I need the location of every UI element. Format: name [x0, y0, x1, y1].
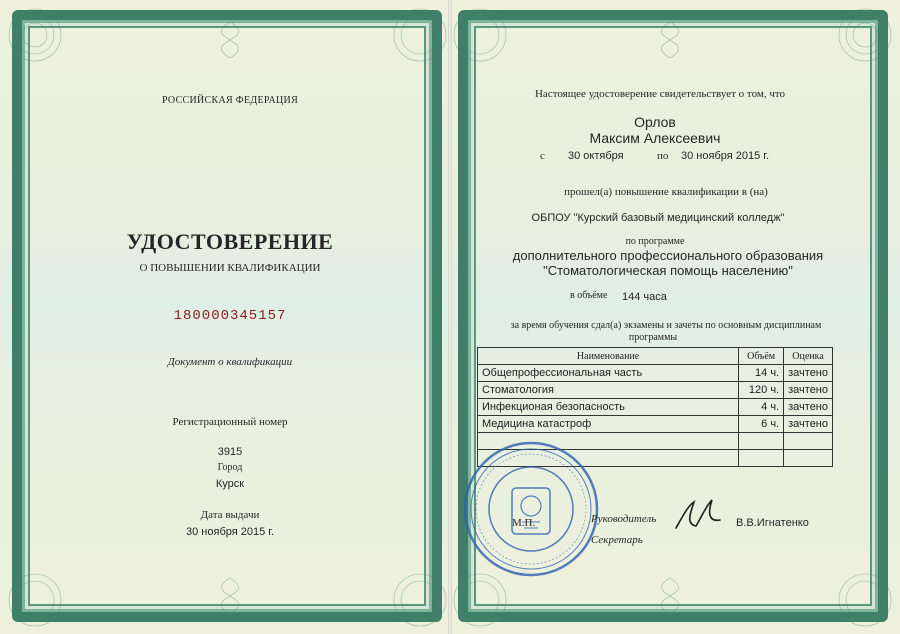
recipient-name: Максим Алексеевич	[589, 130, 721, 146]
city-value: Курск	[215, 478, 245, 490]
period-from-prefix: с	[540, 150, 545, 162]
program-label: по программе	[625, 236, 685, 247]
director-signature-icon	[672, 496, 724, 536]
registration-number: 3915	[217, 446, 243, 458]
table-row	[478, 365, 833, 382]
exams-text-line-1: за время обучения сдал(а) экзамены и зачеты по основным дисциплинам	[510, 320, 822, 331]
subject-volume: 120 ч.	[739, 382, 784, 399]
registration-label: Регистрационный номер	[172, 416, 288, 428]
table-row	[478, 416, 833, 433]
program-line-1: дополнительного профессионального образования	[512, 248, 824, 263]
subject-volume: 6 ч.	[739, 416, 784, 433]
subject-name: Инфекционая безопасность	[478, 399, 739, 416]
header-volume: Объём	[739, 348, 784, 365]
subject-grade: зачтено	[784, 365, 833, 382]
intro-text: Настоящее удостоверение свидетельствует о том, что	[534, 88, 786, 100]
institution-name: ОБПОУ "Курский базовый медицинский колледж"	[531, 212, 785, 224]
subject-volume: 14 ч.	[739, 365, 784, 382]
table-header-row	[478, 348, 833, 365]
program-line-2: "Стоматологическая помощь населению"	[543, 263, 793, 278]
header-name: Наименование	[478, 348, 739, 365]
recipient-surname: Орлов	[634, 114, 676, 130]
document-type: Документ о квалификации	[167, 356, 293, 368]
subject-volume	[739, 433, 784, 450]
table-row	[478, 399, 833, 416]
volume-value: 144 часа	[622, 291, 667, 303]
passed-training-text: прошел(а) повышение квалификации в (на)	[564, 186, 768, 198]
seal-place-label: М.П.	[512, 517, 536, 529]
period-to-prefix: по	[657, 150, 669, 162]
subject-name: Общепрофессиональная часть	[478, 365, 739, 382]
period-from-date: 30 октября	[568, 150, 624, 162]
certificate-title: УДОСТОВЕРЕНИЕ	[126, 229, 334, 254]
table-row	[478, 382, 833, 399]
subject-grade	[784, 450, 833, 467]
header-grade: Оценка	[784, 348, 833, 365]
secretary-label: Секретарь	[591, 534, 643, 546]
subject-grade: зачтено	[784, 399, 833, 416]
subject-volume: 4 ч.	[739, 399, 784, 416]
subject-grade: зачтено	[784, 416, 833, 433]
subject-volume	[739, 450, 784, 467]
director-label: Руководитель	[591, 513, 657, 525]
certificate-subtitle: О ПОВЫШЕНИИ КВАЛИФИКАЦИИ	[139, 262, 321, 274]
subject-grade: зачтено	[784, 382, 833, 399]
subject-name: Медицина катастроф	[478, 416, 739, 433]
country-label: РОССИЙСКАЯ ФЕДЕРАЦИЯ	[161, 95, 299, 106]
subject-grade	[784, 433, 833, 450]
issue-date-value: 30 ноября 2015 г.	[186, 526, 274, 538]
exams-text-line-2: программы	[628, 332, 678, 343]
volume-label: в объёме	[570, 290, 608, 301]
director-name: В.В.Игнатенко	[736, 517, 809, 529]
official-seal-icon	[462, 440, 600, 578]
period-to-date: 30 ноября 2015 г.	[681, 150, 769, 162]
issue-date-label: Дата выдачи	[200, 509, 260, 521]
page-fold	[448, 0, 452, 634]
city-label: Город	[217, 462, 243, 473]
serial-number: 180000345157	[173, 308, 287, 324]
subject-name: Стоматология	[478, 382, 739, 399]
